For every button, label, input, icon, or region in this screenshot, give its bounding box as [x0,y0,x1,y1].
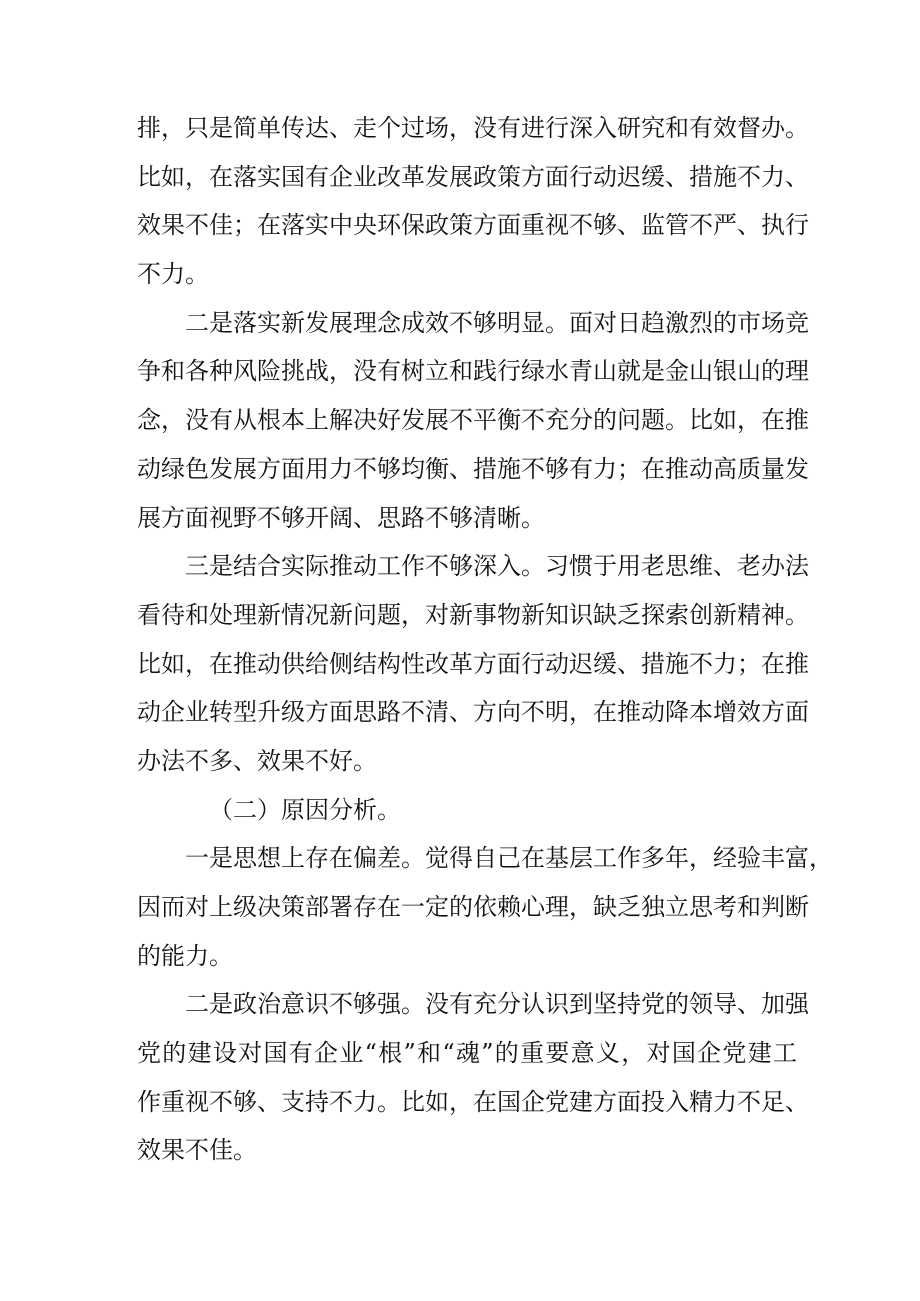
text-line: 党的建设对国有企业“根”和“魂”的重要意义，对国企党建工 [137,1039,797,1068]
text-line: 争和各种风险挑战，没有树立和践行绿水青山就是金山银山的理 [137,357,809,386]
text-line: 不力。 [137,260,209,289]
text-line: 作重视不够、支持不力。比如，在国企党建方面投入精力不足、 [137,1087,809,1116]
text-line: 动绿色发展方面用力不够均衡、措施不够有力；在推动高质量发 [137,454,809,483]
text-line: 比如，在推动供给侧结构性改革方面行动迟缓、措施不力；在推 [137,649,809,678]
text-line: 看待和处理新情况新问题，对新事物新知识缺乏探索创新精神。 [137,600,809,629]
text-line: 念，没有从根本上解决好发展不平衡不充分的问题。比如，在推 [137,406,809,435]
paragraph-first-line: 一是思想上存在偏差。觉得自己在基层工作多年，经验丰富， [185,844,833,873]
paragraph-first-line: 三是结合实际推动工作不够深入。习惯于用老思维、老办法 [185,552,809,581]
section-heading: （二）原因分析。 [209,795,401,824]
text-line: 因而对上级决策部署存在一定的依赖心理，缺乏独立思考和判断 [137,893,809,921]
paragraph-first-line: 二是政治意识不够强。没有充分认识到坚持党的领导、加强 [185,990,809,1019]
text-line: 效果不佳。 [137,1136,257,1165]
text-line: 效果不佳；在落实中央环保政策方面重视不够、监管不严、执行 [137,211,809,240]
text-line: 动企业转型升级方面思路不清、方向不明，在推动降本增效方面 [137,698,809,727]
paragraph-first-line: 二是落实新发展理念成效不够明显。面对日趋激烈的市场竞 [185,308,809,337]
text-line: 排，只是简单传达、走个过场，没有进行深入研究和有效督办。 [137,114,809,142]
text-line: 比如，在落实国有企业改革发展政策方面行动迟缓、措施不力、 [137,162,809,191]
text-line: 办法不多、效果不好。 [137,746,377,775]
text-line: 展方面视野不够开阔、思路不够清晰。 [137,503,545,532]
text-line: 的能力。 [137,941,233,970]
document-body [137,104,833,1175]
